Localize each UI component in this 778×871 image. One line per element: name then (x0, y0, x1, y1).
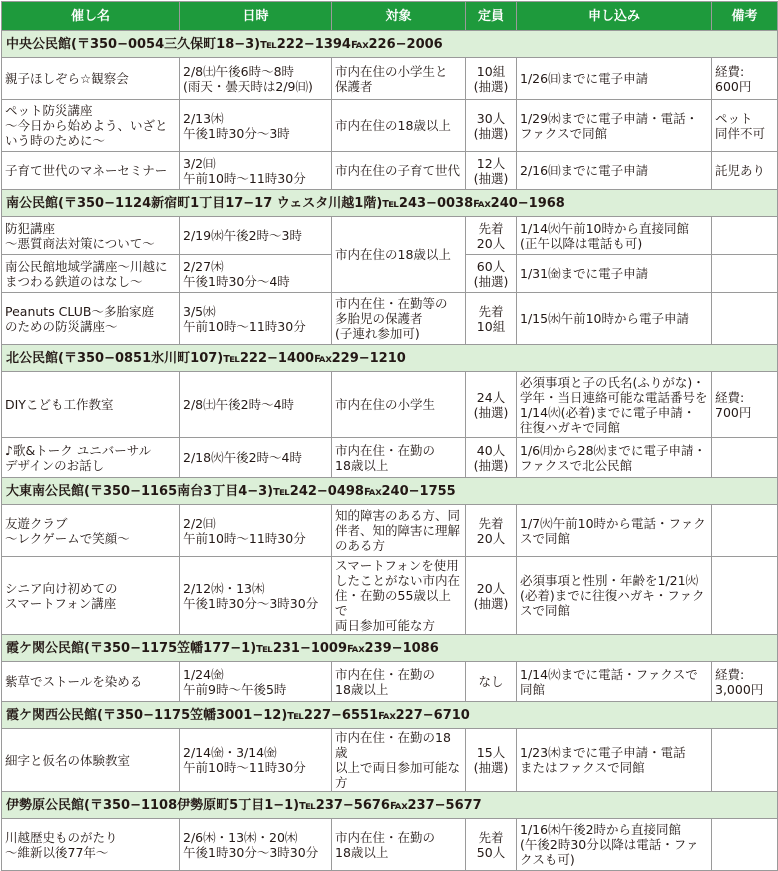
table-row (2, 557, 778, 635)
section-title-kasumigaseki: 霞ケ関公民館(〒350−1175笠幡177−1)℡231−1009℻239−1086 (2, 635, 778, 662)
cell-target: 市内在住の小学生 (332, 372, 466, 438)
cell-application: 1/6㈪から28㈫までに電子申請・ ファクスで北公民館 (517, 438, 712, 478)
cell-target: 市内在住の小学生と 保護者 (332, 58, 466, 100)
table-row (2, 729, 778, 792)
cell-event-name: 南公民館地域学講座〜川越に まつわる鉄道のはなし〜 (2, 255, 180, 293)
col-header-event-name: 催し名 (2, 2, 180, 31)
cell-capacity: 10組 (抽選) (466, 58, 517, 100)
section-header (2, 478, 778, 505)
table-row (2, 819, 778, 871)
cell-target: 知的障害のある方、同 伴者、知的障害に理解 のある方 (332, 505, 466, 557)
cell-event-name: ♪歌&トーク ユニバーサル デザインのお話し (2, 438, 180, 478)
cell-datetime: 2/18㈫午後2時〜4時 (180, 438, 332, 478)
section-header (2, 345, 778, 372)
cell-notes (712, 557, 778, 635)
cell-event-name: 防犯講座 〜悪質商法対策について〜 (2, 217, 180, 255)
section-title-kasumigasekinishi: 霞ケ関西公民館(〒350−1175笠幡3001−12)℡227−6551℻227−6710 (2, 702, 778, 729)
col-header-capacity: 定員 (466, 2, 517, 31)
table-row (2, 58, 778, 100)
cell-application: 1/29㈬までに電子申請・電話・ ファクスで同館 (517, 100, 712, 152)
cell-notes (712, 255, 778, 293)
cell-target: 市内在住の18歳以上 (332, 100, 466, 152)
cell-datetime: 2/6㈭・13㈭・20㈭ 午後1時30分〜3時30分 (180, 819, 332, 871)
cell-notes (712, 505, 778, 557)
cell-event-name: シニア向け初めての スマートフォン講座 (2, 557, 180, 635)
section-title-kita: 北公民館(〒350−0851氷川町107)℡222−1400℻229−1210 (2, 345, 778, 372)
cell-capacity: 先着 20人 (466, 217, 517, 255)
cell-application: 1/23㈭までに電子申請・電話 またはファクスで同館 (517, 729, 712, 792)
cell-capacity: 20人 (抽選) (466, 557, 517, 635)
cell-target: 市内在住・在勤の 18歳以上 (332, 662, 466, 702)
cell-datetime: 2/19㈬午後2時〜3時 (180, 217, 332, 255)
cell-datetime: 3/5㈬ 午前10時〜11時30分 (180, 293, 332, 345)
cell-application: 1/7㈫午前10時から電話・ファク スで同館 (517, 505, 712, 557)
cell-notes: 経費: 700円 (712, 372, 778, 438)
cell-notes (712, 819, 778, 871)
cell-notes: ペット 同伴不可 (712, 100, 778, 152)
table-row (2, 662, 778, 702)
header-row (2, 2, 778, 31)
cell-notes (712, 438, 778, 478)
cell-capacity: なし (466, 662, 517, 702)
cell-event-name: 紫草でストールを染める (2, 662, 180, 702)
section-title-chuo: 中央公民館(〒350−0054三久保町18−3)℡222−1394℻226−2006 (2, 31, 778, 58)
cell-application: 1/26㈰までに電子申請 (517, 58, 712, 100)
cell-event-name: Peanuts CLUB〜多胎家庭 のための防災講座〜 (2, 293, 180, 345)
section-title-minami: 南公民館(〒350−1124新宿町1丁目17−17 ウェスタ川越1階)℡243−0038℻240−1968 (2, 190, 778, 217)
table-row (2, 293, 778, 345)
cell-event-name: 子育て世代のマネーセミナー (2, 152, 180, 190)
cell-event-name: 親子ほしぞら☆観察会 (2, 58, 180, 100)
section-title-daitominami: 大東南公民館(〒350−1165南台3丁目4−3)℡242−0498℻240−1755 (2, 478, 778, 505)
cell-datetime: 2/8㈯午後6時〜8時 (雨天・曇天時は2/9㈰) (180, 58, 332, 100)
table-row (2, 100, 778, 152)
cell-datetime: 2/13㈭ 午後1時30分〜3時 (180, 100, 332, 152)
cell-event-name: 川越歴史ものがたり 〜維新以後77年〜 (2, 819, 180, 871)
cell-application: 1/16㈭午後2時から直接同館 (午後2時30分以降は電話・ファ クスも可) (517, 819, 712, 871)
event-table (1, 1, 778, 871)
cell-application: 必須事項と子の氏名(ふりがな)・ 学年・当日連絡可能な電話番号を 1/14㈫(必着)までに電子申請・ 往復ハガキで同館 (517, 372, 712, 438)
cell-capacity: 24人 (抽選) (466, 372, 517, 438)
cell-event-name: DIYこども工作教室 (2, 372, 180, 438)
cell-datetime: 2/12㈬・13㈭ 午後1時30分〜3時30分 (180, 557, 332, 635)
cell-target: 市内在住の子育て世代 (332, 152, 466, 190)
cell-event-name: 友遊クラブ 〜レクゲームで笑顔〜 (2, 505, 180, 557)
cell-capacity: 先着 20人 (466, 505, 517, 557)
cell-application: 1/14㈫までに電話・ファクスで 同館 (517, 662, 712, 702)
cell-notes: 経費: 600円 (712, 58, 778, 100)
cell-target: 市内在住の18歳以上 (332, 217, 466, 293)
cell-capacity: 15人 (抽選) (466, 729, 517, 792)
cell-capacity: 先着 50人 (466, 819, 517, 871)
cell-datetime: 2/2㈰ 午前10時〜11時30分 (180, 505, 332, 557)
cell-datetime: 2/27㈭ 午後1時30分〜4時 (180, 255, 332, 293)
cell-target: スマートフォンを使用 したことがない市内在 住・在勤の55歳以上で 両日参加可能な方 (332, 557, 466, 635)
cell-notes (712, 293, 778, 345)
cell-target: 市内在住・在勤の18歳 以上で両日参加可能な 方 (332, 729, 466, 792)
table-row (2, 152, 778, 190)
cell-capacity: 12人 (抽選) (466, 152, 517, 190)
cell-notes (712, 217, 778, 255)
cell-event-name: 細字と仮名の体験教室 (2, 729, 180, 792)
table-row (2, 372, 778, 438)
col-header-notes: 備考 (712, 2, 778, 31)
cell-capacity: 先着 10組 (466, 293, 517, 345)
cell-notes: 経費: 3,000円 (712, 662, 778, 702)
col-header-application: 申し込み (517, 2, 712, 31)
cell-datetime: 2/8㈯午後2時〜4時 (180, 372, 332, 438)
cell-capacity: 40人 (抽選) (466, 438, 517, 478)
cell-notes (712, 729, 778, 792)
cell-notes: 託児あり (712, 152, 778, 190)
section-header (2, 702, 778, 729)
cell-datetime: 1/24㈮ 午前9時〜午後5時 (180, 662, 332, 702)
cell-event-name: ペット防災講座 〜今日から始めよう、いざと いう時のために〜 (2, 100, 180, 152)
cell-application: 1/15㈬午前10時から電子申請 (517, 293, 712, 345)
cell-capacity: 60人 (抽選) (466, 255, 517, 293)
section-header (2, 190, 778, 217)
cell-capacity: 30人 (抽選) (466, 100, 517, 152)
section-header (2, 635, 778, 662)
cell-datetime: 3/2㈰ 午前10時〜11時30分 (180, 152, 332, 190)
section-title-isehara: 伊勢原公民館(〒350−1108伊勢原町5丁目1−1)℡237−5676℻237−5677 (2, 792, 778, 819)
cell-application: 1/14㈫午前10時から直接同館 (正午以降は電話も可) (517, 217, 712, 255)
cell-application: 2/16㈰までに電子申請 (517, 152, 712, 190)
col-header-datetime: 日時 (180, 2, 332, 31)
section-header (2, 31, 778, 58)
table-row (2, 217, 778, 255)
cell-target: 市内在住・在勤の 18歳以上 (332, 819, 466, 871)
section-header (2, 792, 778, 819)
table-row (2, 438, 778, 478)
cell-application: 1/31㈮までに電子申請 (517, 255, 712, 293)
col-header-target: 対象 (332, 2, 466, 31)
cell-application: 必須事項と性別・年齢を1/21㈫ (必着)までに往復ハガキ・ファク スで同館 (517, 557, 712, 635)
cell-target: 市内在住・在勤等の 多胎児の保護者 (子連れ参加可) (332, 293, 466, 345)
table-row (2, 505, 778, 557)
cell-target: 市内在住・在勤の 18歳以上 (332, 438, 466, 478)
cell-datetime: 2/14㈮・3/14㈮ 午前10時〜11時30分 (180, 729, 332, 792)
